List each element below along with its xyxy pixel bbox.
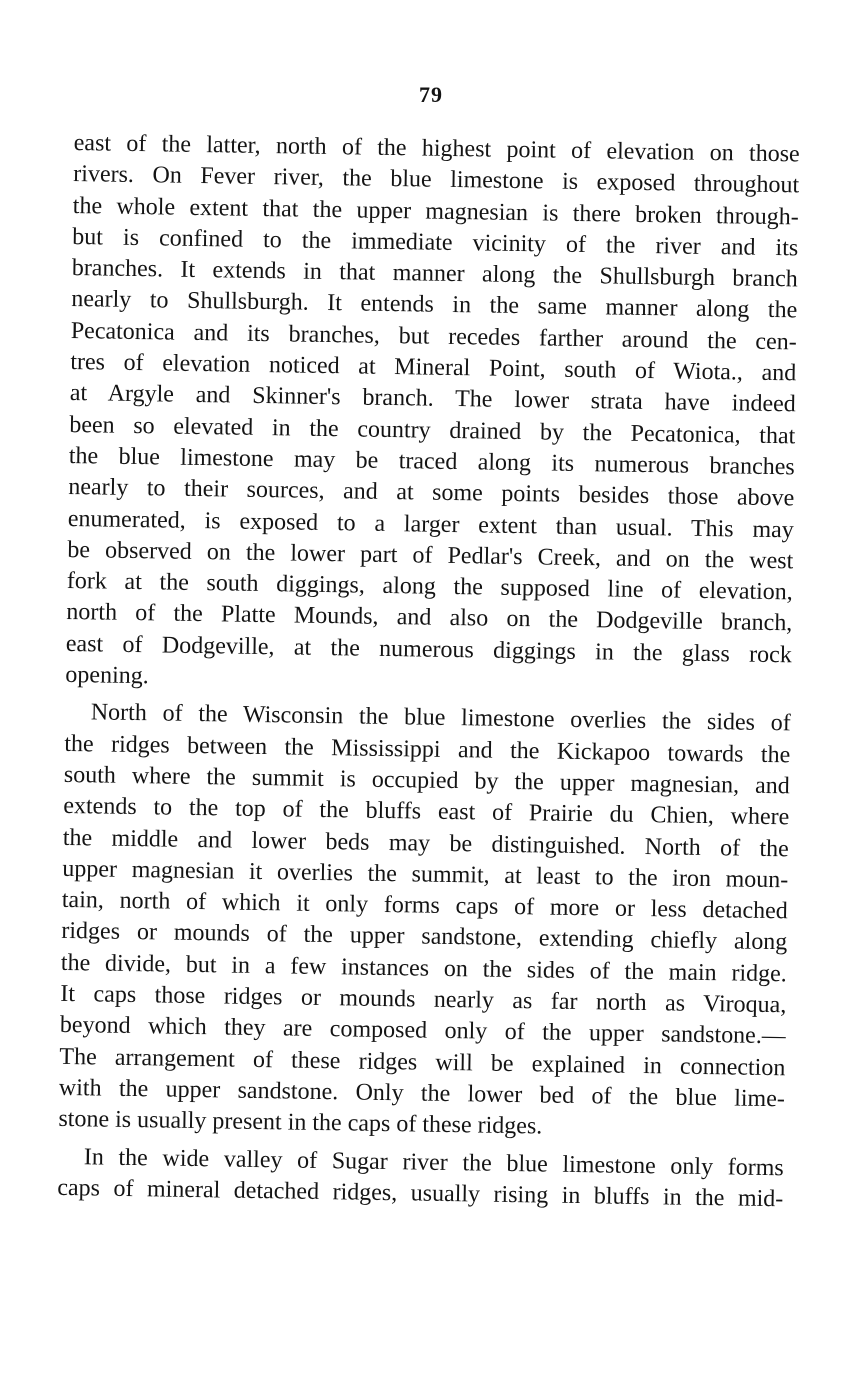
page-number: 79: [419, 82, 443, 107]
text-line: caps of mineral detached ridges, usually rising in bluffs in the mid-: [57, 1174, 784, 1213]
text-line: been so elevated in the country drained by the Pecatonica, that: [69, 411, 796, 450]
text-line: tres of elevation noticed at Mineral Point, south of Wiota., and: [70, 349, 797, 387]
text-line: tain, north of which it only forms caps of more or less detached: [61, 887, 788, 925]
text-line: branches. It extends in that manner along the Shullsburgh branch: [71, 255, 798, 293]
text-line: stone is usually present in the caps of these ridges.: [58, 1106, 543, 1140]
paragraph-1: [65, 128, 800, 703]
text-line: the middle and lower beds may be distinguished. North of the: [62, 824, 789, 862]
text-line: but is confined to the immediate vicinity of the river and its: [72, 223, 799, 262]
text-line: In the wide valley of Sugar river the blue limestone only forms: [83, 1143, 784, 1181]
paragraph-2: [58, 697, 791, 1147]
text-line: North of the Wisconsin the blue limestone overlies the sides of: [90, 699, 791, 737]
text-line: the blue limestone may be traced along its numerous branches: [68, 442, 795, 481]
text-line: at Argyle and Skinner's branch. The lower strata have indeed: [69, 380, 796, 418]
text-line: be observed on the lower part of Pedlar's Creek, and on the west: [67, 536, 794, 575]
text-line: Pecatonica and its branches, but recedes farther around the cen-: [70, 317, 797, 356]
text-line: nearly to their sources, and at some points besides those above: [68, 474, 795, 512]
text-line: the ridges between the Mississippi and the Kickapoo towards the: [64, 730, 791, 768]
text-line: ridges or mounds of the upper sandstone, extending chiefly along: [61, 918, 788, 956]
text-line: east of Dodgeville, at the numerous diggings in the glass rock: [65, 630, 793, 669]
text-line: The arrangement of these ridges will be explained in connection: [59, 1043, 786, 1081]
text-line: upper magnesian it overlies the summit, at least to the iron moun-: [62, 855, 789, 894]
body-text: [57, 128, 800, 1215]
paragraph-3: [57, 1141, 784, 1215]
text-line: extends to the top of the bluffs east of Prairie du Chien, where: [63, 793, 790, 831]
text-line: the whole extent that the upper magnesian is there broken through-: [72, 192, 799, 230]
text-line: nearly to Shullsburgh. It entends in the same manner along the: [71, 286, 798, 324]
text-line: north of the Platte Mounds, and also on the Dodgeville branch,: [66, 599, 793, 637]
text-line: enumerated, is exposed to a larger extent than usual. This may: [67, 505, 794, 543]
text-line: rivers. On Fever river, the blue limestone is exposed throughout: [73, 161, 800, 199]
text-line: It caps those ridges or mounds nearly as far north as Viroqua,: [60, 980, 787, 1019]
text-line: south where the summit is occupied by the upper magnesian, and: [63, 761, 790, 800]
text-line: the divide, but in a few instances on the sides of the main ridge.: [60, 949, 788, 988]
text-line: fork at the south diggings, along the supposed line of elevation,: [66, 568, 793, 606]
text-line: east of the latter, north of the highest point of elevation on those: [73, 129, 800, 168]
text-line: beyond which they are composed only of the upper sandstone.—: [59, 1012, 787, 1050]
text-line: with the upper sandstone. Only the lower bed of the blue lime-: [58, 1074, 786, 1113]
text-line: opening.: [65, 661, 149, 690]
